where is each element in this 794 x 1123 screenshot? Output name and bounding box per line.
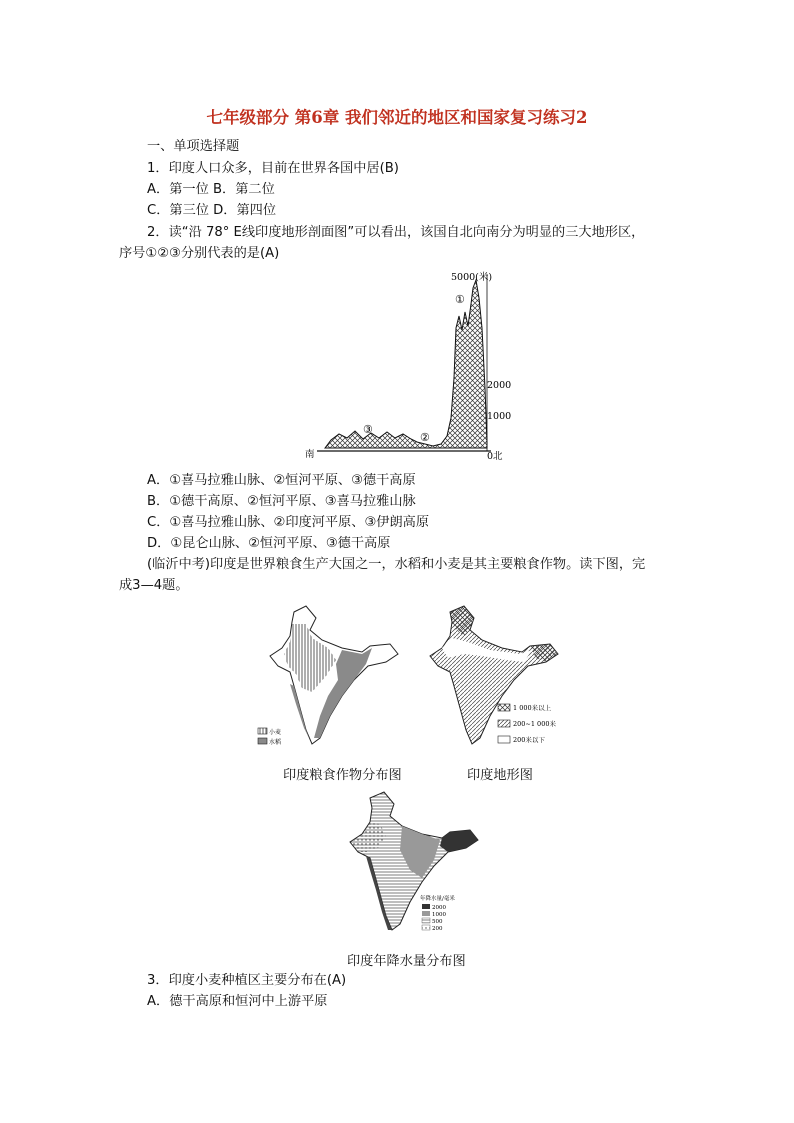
rain-legend-500: 500 bbox=[432, 919, 443, 925]
q2-stem-line1: 2．读“沿 78° E线印度地形剖面图”可以看出，该国自北向南分为明显的三大地形区， bbox=[147, 225, 645, 240]
q2-stem-line2: 序号①②③分别代表的是(A) bbox=[119, 246, 280, 261]
profile-top-label: 5000(米) bbox=[451, 272, 493, 283]
terrain-legend-low: 200米以下 bbox=[513, 736, 545, 744]
crop-legend-wheat-swatch bbox=[258, 728, 267, 734]
rain-map-wet-east bbox=[440, 830, 478, 852]
rain-legend-2000: 2000 bbox=[432, 905, 446, 911]
page-title: 七年级部分 第6章 我们邻近的地区和国家复习练习2 bbox=[206, 108, 588, 127]
q2-option-b: B．①德干高原、②恒河平原、③喜马拉雅山脉 bbox=[147, 494, 416, 509]
terrain-legend-high: 1 000米以上 bbox=[513, 704, 552, 712]
profile-y1000: 1000 bbox=[487, 411, 512, 422]
terrain-map-caption: 印度地形图 bbox=[467, 768, 533, 783]
profile-y2000: 2000 bbox=[487, 380, 512, 391]
crop-map-caption: 印度粮食作物分布图 bbox=[283, 768, 402, 783]
profile-marker-1: ① bbox=[455, 293, 465, 306]
rain-legend-200: 200 bbox=[432, 926, 443, 932]
profile-marker-3: ③ bbox=[363, 423, 373, 436]
india-profile-figure bbox=[305, 268, 520, 465]
crop-distribution-map bbox=[250, 600, 420, 760]
q1-options-ab: A．第一位 B．第二位 bbox=[147, 182, 275, 197]
rain-legend-1000: 1000 bbox=[432, 912, 446, 918]
q2-option-a: A．①喜马拉雅山脉、②恒河平原、③德干高原 bbox=[147, 473, 416, 488]
section-heading: 一、单项选择题 bbox=[147, 139, 240, 154]
q1-stem: 1．印度人口众多，目前在世界各国中居(B) bbox=[147, 161, 399, 176]
crop-map-outline bbox=[270, 606, 398, 744]
q2-option-c: C．①喜马拉雅山脉、②印度河平原、③伊朗高原 bbox=[147, 515, 430, 530]
profile-marker-2: ② bbox=[420, 431, 430, 444]
crop-legend-wheat: 小麦 bbox=[269, 729, 282, 736]
q3-option-a: A．德干高原和恒河中上游平原 bbox=[147, 994, 328, 1009]
profile-south: 南 bbox=[305, 449, 315, 460]
q1-options-cd: C．第三位 D．第四位 bbox=[147, 203, 277, 218]
crop-legend-rice: 水稻 bbox=[269, 739, 282, 746]
intro-line2: 成3—4题。 bbox=[119, 578, 189, 593]
rain-legend-swatch-500 bbox=[422, 918, 430, 923]
rain-legend-title: 年降水量/毫米 bbox=[420, 896, 455, 902]
terrain-legend-high-swatch bbox=[498, 704, 510, 711]
rain-legend-swatch-2000 bbox=[422, 904, 430, 909]
rain-legend-swatch-200 bbox=[422, 925, 430, 930]
q3-stem: 3．印度小麦种植区主要分布在(A) bbox=[147, 973, 347, 988]
rainfall-map-caption: 印度年降水量分布图 bbox=[347, 954, 466, 969]
crop-legend-rice-swatch bbox=[258, 738, 267, 744]
profile-zero-north: 0北 bbox=[487, 451, 503, 462]
rain-legend-swatch-1000 bbox=[422, 911, 430, 916]
intro-line1: (临沂中考)印度是世界粮食生产大国之一，水稻和小麦是其主要粮食作物。读下图，完 bbox=[147, 557, 646, 572]
terrain-legend-mid-swatch bbox=[498, 720, 510, 727]
rainfall-map bbox=[340, 790, 490, 940]
terrain-legend-mid: 200~1 000米 bbox=[513, 720, 556, 728]
terrain-legend-low-swatch bbox=[498, 736, 510, 743]
terrain-map bbox=[420, 600, 590, 760]
q2-option-d: D．①昆仑山脉、②恒河平原、③德干高原 bbox=[147, 536, 391, 551]
